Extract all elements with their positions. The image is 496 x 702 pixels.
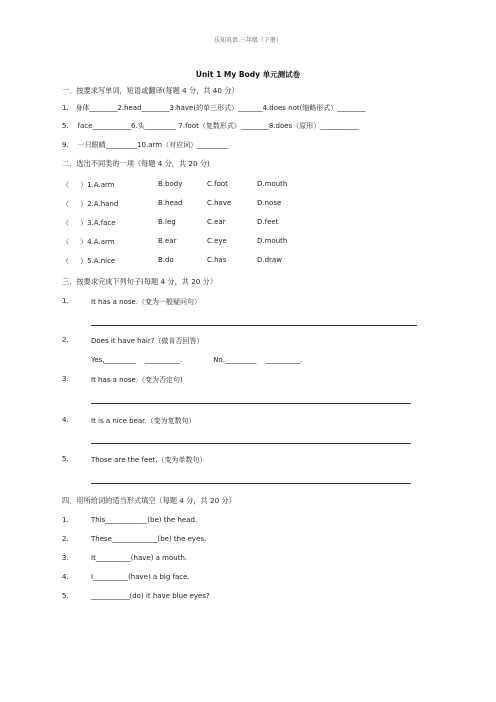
answer-line[interactable] [91, 443, 411, 444]
item-text: It has a nose.（变为否定句) [91, 376, 183, 384]
section1-row3: 9. 一只眼睛_________10.arm（对应词）_________ [62, 141, 229, 149]
item-text: It has a nose.（变为一般疑问句） [91, 298, 202, 306]
item-text: It is a nice bear.（变为复数句） [91, 417, 196, 425]
choice-option-b: B.do [158, 256, 174, 264]
choice-option-c: C.have [207, 199, 232, 207]
item-number: 3. [62, 554, 69, 562]
answer-line[interactable] [91, 483, 411, 484]
item-text: Those are the feet.（变为单数句） [91, 456, 207, 464]
choice-option-b: B.ear [158, 237, 177, 245]
choice-option-d: D.feet [257, 218, 279, 226]
answer-line[interactable] [91, 403, 411, 404]
fill-blank-item[interactable]: I__________(have) a big face. [91, 573, 190, 581]
choice-question: （ ）4.A.arm [62, 238, 115, 246]
item-number: 1. [62, 297, 69, 305]
fill-blank-item[interactable]: This____________(be) the head. [91, 516, 198, 524]
item-text: Does it have hair?（做肯否回答） [91, 337, 204, 345]
fill-blank-item[interactable]: It__________(have) a mouth. [91, 554, 188, 562]
section3-heading: 三．按要求完成下列句子(每题 4 分，共 20 分） [62, 277, 218, 286]
fill-blank-item[interactable]: ___________(do) it have blue eyes? [91, 592, 210, 600]
choice-option-c: C.ear [207, 218, 226, 226]
section1-row2: 5. face___________6.头_________ 7.foot（复数形式）________8.does（原形）___________ [62, 122, 359, 130]
choice-option-b: B.leg [158, 218, 176, 226]
item-number: 2. [62, 336, 69, 344]
choice-option-d: D.nose [257, 199, 282, 207]
item-number: 2. [62, 535, 69, 543]
item-number: 5. [62, 455, 69, 463]
choice-question: （ ）3.A.face [62, 219, 116, 227]
choice-option-c: C.foot [207, 180, 228, 188]
section2-heading: 二．选出不同类的一项（每题 4 分，共 20 分) [62, 159, 210, 168]
choice-option-c: C.eye [207, 237, 227, 245]
choice-question: （ ）1.A.arm [62, 181, 115, 189]
item-number: 3. [62, 375, 69, 383]
section1-heading: 一．按要求写单词，短语或翻译(每题 4 分，共 40 分） [62, 86, 239, 95]
section1-row1: 1. 身体________2.head________3.have(的单三形式）_______4.does not(缩略形式）________ [62, 104, 366, 112]
choice-option-d: D.draw [257, 256, 282, 264]
fill-blank-item[interactable]: These_____________(be) the eyes. [91, 535, 207, 543]
choice-option-d: D.mouth [257, 237, 288, 245]
item-number: 4. [62, 573, 69, 581]
section4-heading: 四．用所给词的适当形式填空（每题 4 分，共 20 分） [62, 496, 236, 505]
item-number: 5. [62, 592, 69, 600]
choice-option-b: B.body [158, 180, 183, 188]
choice-question: （ ）5.A.nice [62, 257, 116, 265]
yes-no-answer-blanks[interactable]: Yes,_________ __________. No,_________ __________. [91, 356, 303, 364]
choice-option-d: D.mouth [257, 180, 288, 188]
page-title: Unit 1 My Body 单元测试卷 [195, 70, 301, 79]
item-number: 1. [62, 516, 69, 524]
item-number: 4. [62, 416, 69, 424]
choice-question: （ ）2.A.hand [62, 200, 119, 208]
choice-option-b: B.head [158, 199, 183, 207]
answer-line[interactable] [91, 325, 417, 326]
page-header: 乐知英语.三年级（下册） [214, 37, 282, 44]
choice-option-c: C.has [207, 256, 227, 264]
